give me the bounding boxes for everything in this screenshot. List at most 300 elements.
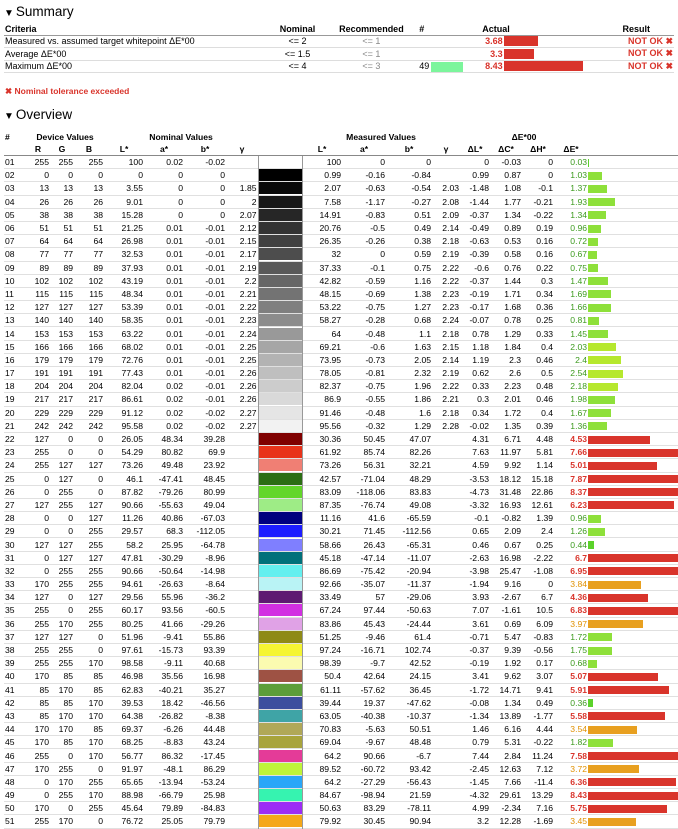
delta-e: 3.97	[570, 618, 588, 629]
delta-e-bar-cell	[588, 182, 678, 195]
nominal-a: 0.01	[166, 249, 183, 260]
device-r: 242	[34, 420, 49, 431]
delta-e-bar-cell	[588, 683, 678, 696]
delta-h: 6.09	[536, 618, 554, 629]
delta-e-bar	[588, 686, 669, 694]
patch-row	[4, 406, 678, 419]
nominal-l: 72.76	[121, 354, 143, 365]
nominal-a: 35.56	[161, 671, 183, 682]
delta-e: 2.54	[570, 368, 588, 379]
color-swatch-fill	[259, 446, 302, 458]
patch-num: 24	[5, 460, 15, 471]
delta-c: 5.31	[504, 737, 522, 748]
actual-bar-cell	[504, 48, 583, 61]
nominal-l: 90.66	[121, 565, 143, 576]
measured-b: 1.1	[419, 328, 432, 339]
delta-l: 0.3	[477, 394, 490, 405]
nominal-l: 82.04	[121, 381, 143, 392]
measured-b: 1.96	[414, 381, 432, 392]
device-g: 255	[58, 579, 73, 590]
nominal-gamma: 2.2	[244, 275, 257, 286]
measured-gamma	[432, 775, 460, 788]
nominal-b: 55.86	[203, 631, 225, 642]
device-r: 191	[34, 368, 49, 379]
measured-b: 21.59	[409, 790, 432, 801]
color-swatch-fill	[259, 420, 302, 432]
patch-num: 47	[5, 763, 15, 774]
device-r: 255	[34, 157, 49, 168]
delta-h: 0	[548, 170, 554, 181]
color-swatch-fill	[259, 248, 302, 260]
nominal-a: -50.64	[158, 565, 183, 576]
nominal-l: 80.25	[121, 618, 143, 629]
measured-l: 69.04	[319, 737, 342, 748]
measured-gamma: 2.08	[442, 196, 460, 207]
patch-num: 13	[5, 315, 15, 326]
nominal-b: -29.26	[200, 618, 225, 629]
color-swatch	[258, 578, 302, 591]
delta-c: 12.28	[499, 816, 522, 827]
color-swatch	[258, 670, 302, 683]
device-r: 140	[34, 315, 49, 326]
delta-e: 1.69	[570, 288, 588, 299]
measured-gamma: 2.21	[442, 394, 460, 405]
nominal-a: -48.1	[163, 763, 183, 774]
device-b: 179	[88, 354, 103, 365]
device-b: 77	[93, 249, 103, 260]
device-b: 204	[88, 381, 103, 392]
nominal-gamma: 2.26	[239, 368, 257, 379]
delta-e: 0.96	[570, 513, 588, 524]
delta-h: 0.17	[536, 658, 554, 669]
delta-e-header: ΔE*00	[511, 132, 537, 142]
measured-l: 78.05	[319, 368, 342, 379]
nominal-b: 0	[220, 196, 225, 207]
device-b: 255	[88, 539, 103, 550]
device-g: 0	[68, 434, 73, 445]
summary-heading[interactable]	[4, 4, 74, 19]
delta-l: 4.99	[472, 803, 490, 814]
delta-c: 11.97	[500, 447, 522, 458]
nominal-l: 45.64	[121, 803, 143, 814]
delta-l: 0.99	[472, 170, 490, 181]
color-swatch	[258, 327, 302, 340]
col-delta-c: ΔC*	[490, 143, 522, 156]
delta-e: 1.93	[570, 196, 588, 207]
count-header: #	[418, 23, 464, 35]
patch-num: 23	[5, 447, 15, 458]
delta-e: 1.36	[570, 420, 588, 431]
nominal-l: 91.12	[121, 407, 143, 418]
device-g: 127	[58, 631, 73, 642]
patch-row	[4, 670, 678, 683]
patch-row	[4, 630, 678, 643]
delta-c: 2.09	[504, 526, 522, 537]
measured-b: 61.4	[414, 631, 432, 642]
device-values-header: Device Values	[36, 132, 94, 142]
patch-num: 17	[5, 368, 15, 379]
delta-e-bar	[588, 211, 606, 219]
device-r: 0	[44, 526, 49, 537]
color-swatch-fill	[259, 776, 302, 788]
measured-b: -29.06	[406, 592, 432, 603]
color-swatch-fill	[259, 644, 302, 656]
measured-b: -65.59	[406, 513, 432, 524]
measured-a: -0.63	[365, 183, 386, 194]
device-r: 255	[34, 447, 49, 458]
measured-b: 1.38	[414, 288, 432, 299]
nominal-gamma: 2.24	[239, 328, 257, 339]
nominal-l: 97.61	[121, 645, 143, 656]
color-swatch-fill	[259, 591, 302, 603]
measured-gamma: 2.19	[442, 368, 460, 379]
nominal-gamma	[226, 736, 258, 749]
measured-b: 1.27	[414, 302, 432, 313]
delta-c: 0.87	[504, 170, 522, 181]
delta-c: 0.78	[504, 315, 522, 326]
delta-c: 9.62	[504, 671, 522, 682]
delta-c: 1.44	[504, 275, 522, 286]
delta-h: -1.77	[533, 710, 554, 721]
color-swatch-fill	[259, 631, 302, 643]
nominal-l: 46.1	[126, 473, 143, 484]
color-swatch	[258, 723, 302, 736]
nominal-b: -0.01	[205, 354, 225, 365]
nominal-a: 0.01	[166, 236, 183, 247]
nominal-a: 0.01	[166, 275, 183, 286]
delta-e-bar-cell	[588, 261, 678, 274]
delta-h: 22.86	[531, 486, 554, 497]
nominal-a: -6.26	[163, 724, 183, 735]
count-cell	[418, 35, 464, 48]
device-b: 85	[93, 671, 103, 682]
device-r: 170	[34, 579, 49, 590]
nominal-b: 80.99	[203, 486, 225, 497]
patch-num: 29	[5, 526, 15, 537]
measured-a: 19.37	[363, 697, 386, 708]
color-swatch	[258, 432, 302, 445]
device-b: 102	[88, 275, 103, 286]
delta-c: -2.67	[501, 592, 522, 603]
delta-e-bar	[588, 528, 605, 536]
measured-gamma: 2.03	[442, 183, 460, 194]
device-g: 127	[58, 302, 73, 313]
measured-l: 42.57	[319, 473, 342, 484]
device-b: 170	[88, 790, 103, 801]
nominal-gamma: 2.25	[239, 354, 257, 365]
color-swatch-fill	[259, 262, 302, 274]
delta-e-bar-cell	[588, 604, 678, 617]
patch-num: 51	[5, 816, 15, 827]
delta-l: -3.53	[469, 473, 490, 484]
patch-num: 05	[5, 209, 15, 220]
measured-gamma	[432, 591, 460, 604]
device-b: 0	[98, 434, 103, 445]
color-swatch-fill	[259, 459, 302, 471]
disclosure-triangle-icon[interactable]: ▼	[4, 8, 14, 19]
delta-l: 1.18	[472, 341, 490, 352]
measured-l: 26.35	[319, 236, 342, 247]
color-swatch	[258, 353, 302, 366]
nominal-b: 25.98	[203, 790, 225, 801]
delta-e-bar	[588, 712, 665, 720]
nominal-b: 79.79	[203, 816, 225, 827]
delta-c: -0.03	[501, 157, 522, 168]
nominal-b: -14.98	[200, 565, 225, 576]
measured-l: 33.49	[319, 592, 342, 603]
nominal-a: 0.01	[166, 288, 183, 299]
result-cell: NOT OK ✖	[627, 48, 673, 59]
delta-l: 0.62	[472, 368, 490, 379]
patch-num: 22	[5, 434, 15, 445]
measured-gamma	[432, 551, 460, 564]
delta-h: 4.44	[536, 724, 554, 735]
nominal-a: 0.01	[166, 368, 183, 379]
measured-gamma	[432, 498, 460, 511]
measured-l: 20.76	[319, 223, 342, 234]
color-swatch-fill	[259, 763, 302, 775]
patch-num: 19	[5, 394, 15, 405]
measured-l: 83.86	[319, 618, 342, 629]
count-cell	[418, 60, 464, 73]
device-r: 179	[34, 354, 49, 365]
color-swatch	[258, 182, 302, 195]
measured-a: -47.14	[360, 552, 386, 563]
nominal-a: 0.02	[166, 381, 183, 392]
nominal-a: 49.48	[161, 460, 183, 471]
delta-e-bar	[588, 462, 657, 470]
measured-b: 0.75	[414, 262, 432, 273]
result-header: Result	[583, 23, 674, 35]
delta-l: 1.46	[472, 724, 490, 735]
device-r: 255	[34, 605, 49, 616]
measured-b: 0.68	[414, 315, 432, 326]
measured-a: -0.83	[365, 209, 386, 220]
nominal-l: 94.61	[121, 579, 143, 590]
device-g: 0	[68, 447, 73, 458]
device-r: 255	[34, 658, 49, 669]
delta-h: 0.19	[536, 223, 554, 234]
measured-a: -35.07	[360, 579, 386, 590]
measured-gamma	[432, 630, 460, 643]
actual-cell: 3.3	[490, 48, 503, 59]
device-r: 127	[34, 302, 49, 313]
patch-row	[4, 419, 678, 432]
color-swatch-fill	[259, 789, 302, 801]
nominal-b: -8.96	[205, 552, 225, 563]
delta-e-bar	[588, 251, 597, 259]
delta-h: 0.25	[536, 315, 554, 326]
device-r: 127	[34, 539, 49, 550]
device-r: 0	[44, 473, 49, 484]
delta-e: 5.91	[570, 684, 588, 695]
measured-gamma	[432, 657, 460, 670]
nominal-b: -0.01	[205, 368, 225, 379]
nominal-l: 53.39	[121, 302, 143, 313]
delta-e-bar-cell	[588, 274, 678, 287]
delta-e: 0.03	[570, 157, 588, 168]
device-g: 191	[58, 368, 73, 379]
patch-row	[4, 340, 678, 353]
overview-heading[interactable]	[4, 107, 72, 122]
delta-e: 6.95	[570, 565, 588, 576]
delta-e-bar-cell	[588, 630, 678, 643]
patch-num: 16	[5, 354, 15, 365]
delta-c: 1.68	[504, 302, 522, 313]
nominal-a: 0.01	[166, 341, 183, 352]
delta-h: 0.49	[536, 697, 554, 708]
measured-b: -78.11	[407, 803, 432, 814]
delta-e-bar	[588, 159, 589, 167]
delta-l: -0.19	[469, 288, 490, 299]
device-g: 26	[63, 196, 73, 207]
device-b: 0	[98, 170, 103, 181]
measured-l: 70.83	[319, 724, 342, 735]
color-swatch-fill	[259, 182, 302, 194]
delta-e: 2.03	[570, 341, 588, 352]
color-swatch-fill	[259, 367, 302, 379]
delta-h: 0.33	[536, 328, 554, 339]
nominal-l: 76.72	[121, 816, 143, 827]
delta-e-bar-cell	[588, 564, 678, 577]
delta-e-bar	[588, 739, 613, 747]
device-g: 255	[58, 658, 73, 669]
measured-l: 64.2	[324, 750, 342, 761]
measured-b: -47.62	[406, 697, 432, 708]
measured-l: 0.99	[324, 170, 342, 181]
patch-num: 34	[5, 592, 15, 603]
delta-c: 13.89	[499, 710, 522, 721]
nominal-l: 86.61	[121, 394, 143, 405]
device-g: 170	[58, 816, 73, 827]
nominal-b: -17.45	[200, 750, 225, 761]
measured-b: -11.07	[407, 552, 432, 563]
delta-e: 8.43	[570, 790, 588, 801]
delta-l: 0.65	[472, 526, 490, 537]
device-b: 140	[88, 315, 103, 326]
delta-h: 0.39	[536, 420, 554, 431]
measured-b: -65.31	[406, 539, 432, 550]
measured-l: 91.46	[319, 407, 342, 418]
delta-e-bar-cell	[588, 512, 678, 525]
nominal-gamma	[226, 459, 258, 472]
nominal-l: 77.43	[121, 368, 143, 379]
summary-row	[4, 35, 674, 48]
nominal-a: 0.01	[166, 315, 183, 326]
nominal-gamma: 1.85	[239, 183, 257, 194]
nominal-gamma	[226, 156, 258, 169]
measured-b: 102.74	[404, 645, 432, 656]
delta-h: 0.3	[541, 275, 554, 286]
measured-b: 0.38	[414, 236, 432, 247]
device-r: 153	[34, 328, 49, 339]
patch-row	[4, 683, 678, 696]
patch-num: 49	[5, 790, 15, 801]
col-measured-b: b*	[386, 143, 432, 156]
delta-e-bar-cell	[588, 815, 678, 828]
nominal-l: 0	[138, 170, 143, 181]
nominal-l: 32.53	[121, 249, 143, 260]
delta-e: 0.96	[570, 223, 588, 234]
delta-e: 0.68	[570, 658, 588, 669]
delta-h: 0.48	[536, 381, 554, 392]
patch-row	[4, 274, 678, 287]
nominal-b: 86.29	[203, 763, 225, 774]
patch-swatch	[431, 62, 463, 72]
device-b: 51	[93, 223, 103, 234]
patch-row	[4, 564, 678, 577]
delta-c: 7.66	[504, 776, 522, 787]
delta-c: -2.34	[501, 803, 522, 814]
device-b: 255	[88, 618, 103, 629]
delta-e: 5.01	[570, 460, 588, 471]
nominal-b: -0.01	[205, 236, 225, 247]
nominal-a: 80.82	[161, 447, 183, 458]
delta-l: -0.37	[469, 645, 490, 656]
color-swatch	[258, 235, 302, 248]
nominal-b: -8.64	[205, 579, 225, 590]
color-swatch	[258, 564, 302, 577]
delta-h: 5.81	[536, 447, 554, 458]
measured-a: -0.26	[365, 236, 386, 247]
delta-e-bar	[588, 541, 594, 549]
nominal-a: -15.73	[158, 645, 183, 656]
tolerance-note: ✖ Nominal tolerance exceeded	[5, 86, 130, 96]
nominal-b: -46.56	[200, 697, 225, 708]
delta-e-bar	[588, 172, 602, 180]
measured-gamma: 2.28	[442, 420, 460, 431]
patch-num: 03	[5, 183, 15, 194]
measured-a: -0.16	[365, 170, 386, 181]
nominal-gamma	[226, 617, 258, 630]
nominal-gamma	[226, 472, 258, 485]
device-g: 85	[63, 737, 73, 748]
patch-num: 32	[5, 565, 15, 576]
device-b: 0	[98, 816, 103, 827]
measured-a: -0.48	[365, 407, 386, 418]
color-swatch-fill	[259, 684, 302, 696]
delta-c: 1.77	[504, 196, 522, 207]
measured-a: 56.31	[363, 460, 386, 471]
measured-gamma	[432, 512, 460, 525]
delta-e: 0.75	[570, 262, 588, 273]
summary-title: Summary	[15, 4, 74, 19]
device-r: 170	[34, 724, 49, 735]
color-swatch	[258, 802, 302, 815]
nominal-gamma	[226, 815, 258, 828]
nominal-b: -0.01	[205, 381, 225, 392]
measured-gamma: 2.18	[442, 407, 460, 418]
device-g: 179	[58, 354, 73, 365]
device-b: 64	[93, 236, 103, 247]
patch-num: 21	[5, 420, 15, 431]
patch-row	[4, 301, 678, 314]
col-r: R	[26, 143, 50, 156]
color-swatch	[258, 525, 302, 538]
disclosure-triangle-icon[interactable]: ▼	[4, 111, 14, 122]
device-r: 13	[39, 183, 49, 194]
patch-num: 40	[5, 671, 15, 682]
nominal-gamma	[226, 683, 258, 696]
nominal-b: -67.03	[200, 513, 225, 524]
color-swatch-fill	[259, 473, 302, 485]
delta-e-bar-cell	[588, 301, 678, 314]
delta-e: 1.47	[570, 275, 588, 286]
measured-b: -0.27	[411, 196, 432, 207]
delta-l: 4.31	[472, 434, 490, 445]
delta-e-bar-cell	[588, 472, 678, 485]
patch-num: 26	[5, 486, 15, 497]
